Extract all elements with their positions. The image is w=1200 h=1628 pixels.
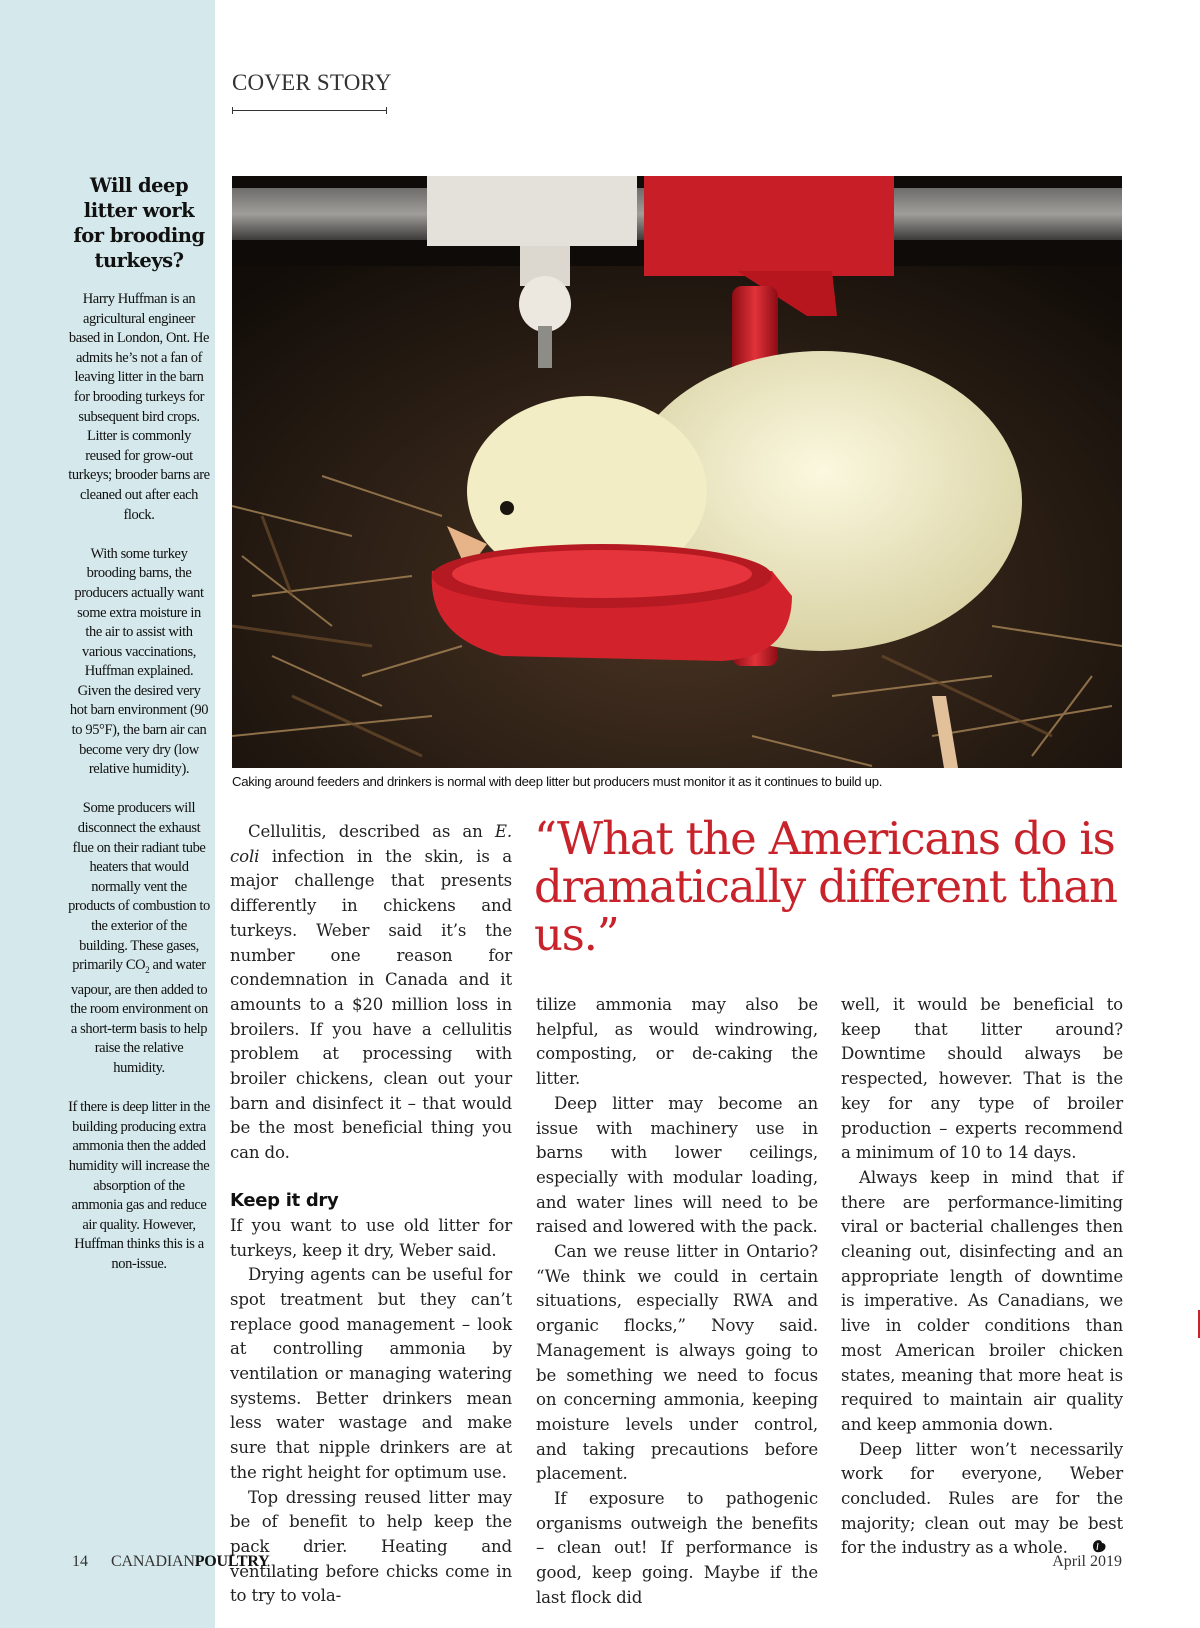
chick-photo-illustration [232,176,1122,768]
section-rule [232,110,387,111]
article-paragraph: Drying agents can be useful for spot treatment but they can’t replace good management – look at controlling ammonia by ventilation or managing watering systems. Better drinkers mean less water wastage and make sure that nipple drinkers are at the right height for optimum use. [230,1265,512,1482]
article-paragraph: Always keep in mind that if there are performance-limiting viral or bacterial challenges then cleaning out, disinfecting and an appropriate length of downtime is imperative. As Canadians, we live in colder conditions than most American broiler chicken states, meaning that more heat is required to maintain air quality and keep ammonia down. [841,1167,1123,1434]
magazine-name-bold: POULTRY [194,1553,270,1570]
article-column-1 [230,820,512,1609]
photo-caption: Caking around feeders and drinkers is normal with deep litter but producers must monitor it as it continues to build up. [232,774,883,789]
article-paragraph: Top dressing reused litter may be of benefit to help keep the pack drier. Heating and ventilating before chicks come in to try to vola- [230,1487,512,1606]
sidebar-text: and water vapour, are then added to the room environment on a short-term basis to help raise the relative humidity. [70,957,208,1077]
article-paragraph: well, it would be beneficial to keep that litter around? Downtime should always be respected, however. That is the key for any type of broiler production – experts recommend a minimum of 10 to 14 days. [841,995,1123,1163]
article-column-3 [841,993,1123,1563]
issue-date: April 2019 [1052,1553,1122,1570]
sidebar-text: Some producers will disconnect the exhaust flue on their radiant tube heaters that would normally vent the products of combustion to the exterior of the building. These gases, primarily CO [68,800,210,974]
article-column-2 [536,993,818,1611]
sidebar-paragraph: If there is deep litter in the building producing extra ammonia then the added humidity will increase the absorption of the ammonia gas and reduce air quality. However, Huffman thinks this is a non-issue. [68,1099,210,1272]
magazine-name [111,1553,270,1571]
sidebar-subscript: 2 [145,965,150,976]
section-label: COVER STORY [232,70,392,95]
article-paragraph [841,1438,1123,1564]
article-text: Cellulitis, described as an [248,822,495,841]
magazine-name-light: CANADIAN [111,1553,195,1570]
pull-quote: “What the Americans do is dramatically different than us.” [534,812,1117,961]
subheading: Keep it dry [230,1189,339,1211]
article-paragraph: If you want to use old litter for turkeys, keep it dry, Weber said. [230,1215,512,1260]
article-italic: E. coli [230,822,512,866]
article-paragraph: If exposure to pathogenic organisms outweigh the benefits – clean out! If performance is good, keep going. Maybe if the last flock did [536,1489,818,1607]
sidebar-title: Will deep litter work for brooding turkeys? [73,174,205,272]
page-number: 14 [72,1553,88,1570]
chick-drinker-photo [232,176,1122,768]
article-paragraph: Deep litter may become an issue with machinery use in barns with lower ceilings, especially with modular loading, and water lines will need to be raised and lowered with the pack. [536,1093,818,1237]
article-text: Deep litter won’t necessarily work for everyone, Weber concluded. Rules are for the majority; clean out may be best for the industry as a whole. [841,1439,1123,1558]
sidebar-paragraph: With some turkey brooding barns, the producers actually want some extra moisture in the air to assist with various vaccinations, Huffman explained. Given the desired very hot barn environment (90 to 95°F), the barn air can become very dry (low relative humidity). [69,545,209,778]
sidebar-paragraph [68,799,210,1078]
sidebar-paragraph: Harry Huffman is an agricultural engineer based in London, Ont. He admits he’s not a fan of leaving litter in the barn for brooding turkeys for subsequent bird crops. Litter is commonly reused for grow-out turkeys; brooder barns are cleaned out after each flock. [68,291,210,523]
article-text: infection in the skin, is a major challenge that presents differently in chickens and turkeys. Weber said it’s the number one reason for condemnation in Canada and it amounts to a $20 million loss in broilers. If you have a cellulitis problem at processing with broiler chickens, clean out your barn and disinfect it – that would be the most beneficial thing you can do. [230,846,512,1163]
article-paragraph [230,820,512,1166]
article-paragraph: Can we reuse litter in Ontario? “We think we could in certain situations, especially RWA and organic flocks,” Novy said. Management is always going to be something we need to focus on concerning ammonia, keeping moisture levels under control, and taking precautions before placement. [536,1242,818,1484]
article-paragraph: tilize ammonia may also be helpful, as would windrowing, composting, or de-caking the litter. [536,995,818,1089]
sidebar-body [68,290,210,1294]
